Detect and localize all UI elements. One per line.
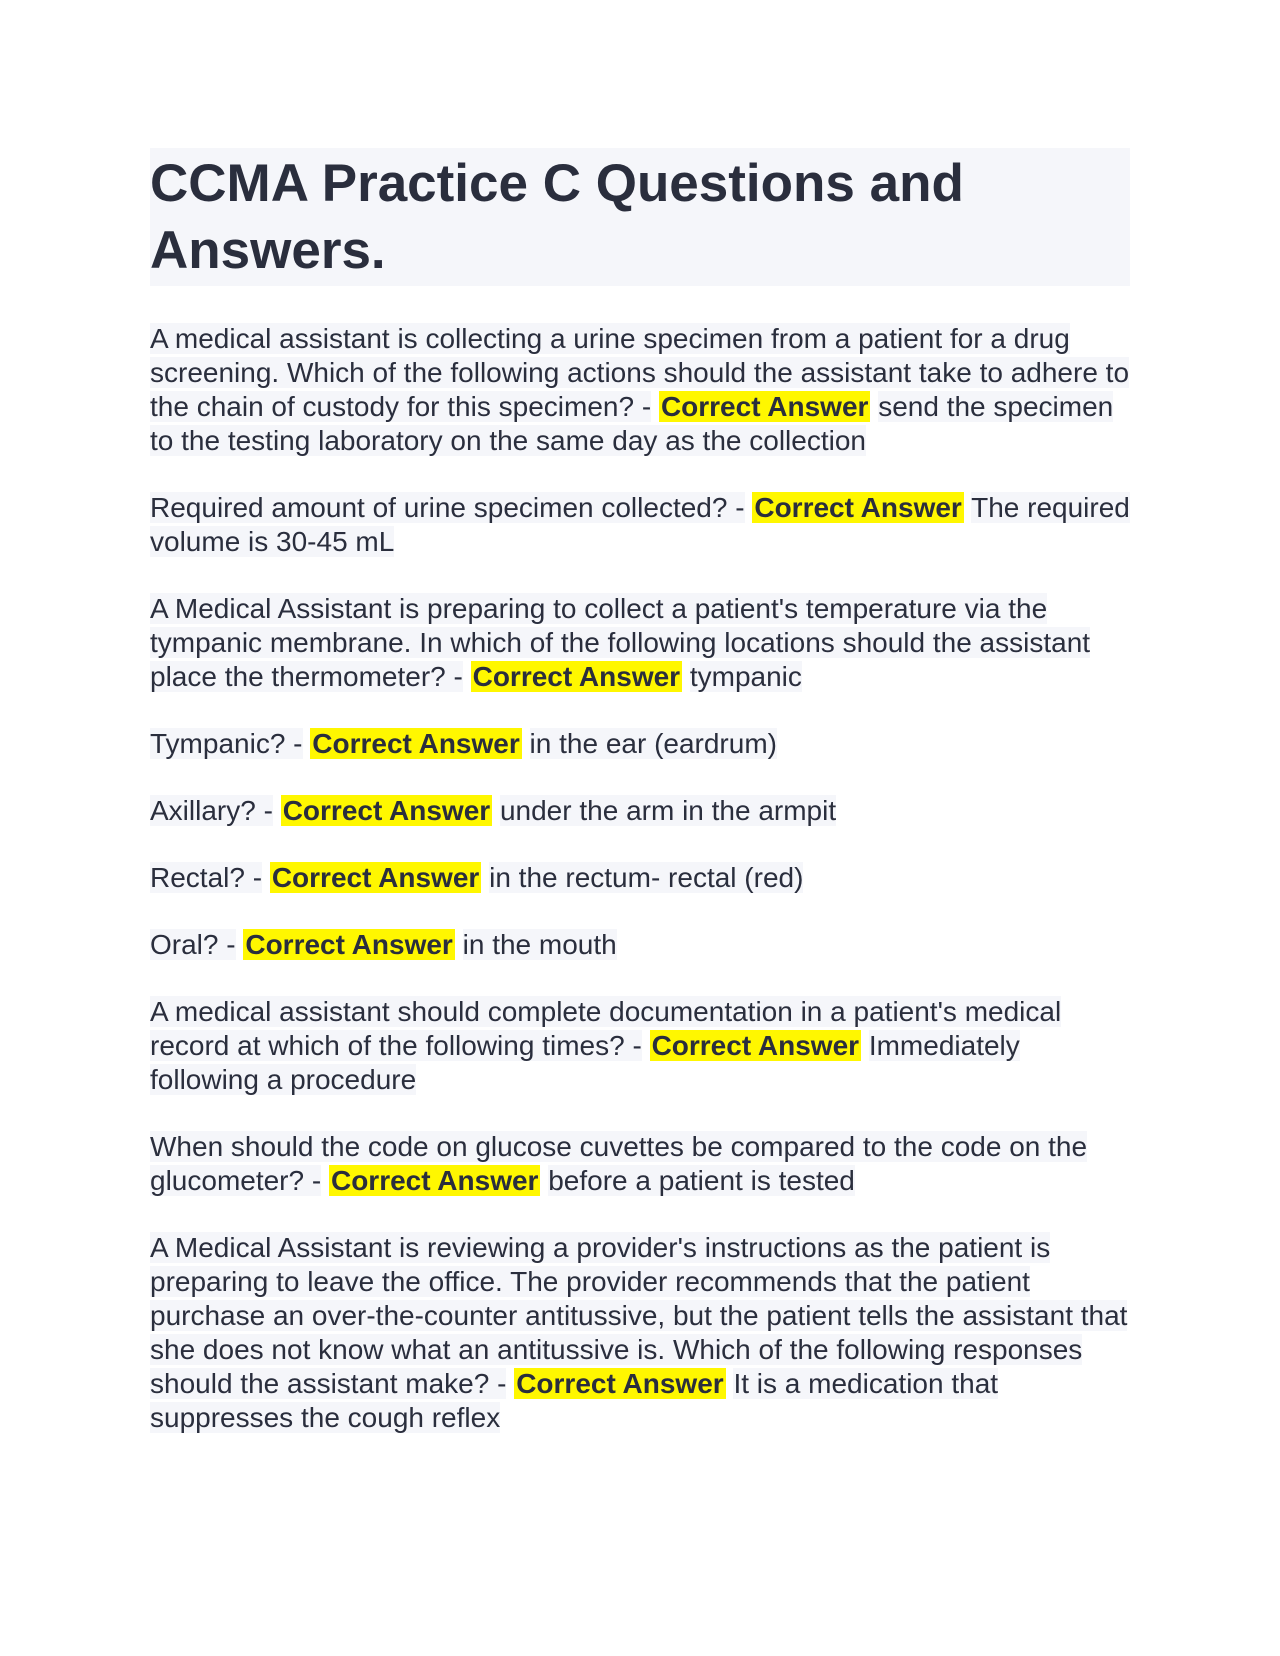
- answer-text: in the mouth: [462, 929, 617, 960]
- question-text: Required amount of urine specimen collected? -: [150, 492, 745, 523]
- answer-text: in the ear (eardrum): [529, 728, 777, 759]
- correct-answer-label: Correct Answer: [330, 1165, 539, 1196]
- document-page: [150, 148, 1130, 1468]
- title-block: [150, 148, 1130, 286]
- qa-list: [150, 322, 1130, 1435]
- qa-item: [150, 491, 1130, 559]
- question-text: Rectal? -: [150, 862, 263, 893]
- qa-item: [150, 861, 1130, 895]
- qa-item: [150, 1130, 1130, 1198]
- question-text: Tympanic? -: [150, 728, 303, 759]
- correct-answer-label: Correct Answer: [472, 661, 681, 692]
- qa-item: [150, 1231, 1130, 1435]
- qa-item: [150, 995, 1130, 1097]
- answer-text: send the specimen to the testing laboratory on the same day as the collection: [150, 391, 1114, 456]
- question-text: A Medical Assistant is preparing to collect a patient's temperature via the tympanic membrane. In which of the following locations should the assistant place the thermometer? -: [150, 593, 1091, 692]
- correct-answer-label: Correct Answer: [754, 492, 962, 523]
- answer-text: before a patient is tested: [548, 1165, 855, 1196]
- correct-answer-label: Correct Answer: [651, 1030, 860, 1061]
- question-text: When should the code on glucose cuvettes be compared to the code on the glucometer? -: [150, 1131, 1088, 1196]
- question-text: A medical assistant is collecting a urine specimen from a patient for a drug screening. Which of the following actions should the assistant take to adhere to the chain of custody for this specimen? -: [150, 323, 1130, 422]
- correct-answer-label: Correct Answer: [245, 929, 453, 960]
- qa-item: [150, 727, 1130, 761]
- qa-item: [150, 928, 1130, 962]
- question-text: A medical assistant should complete documentation in a patient's medical record at which of the following times? -: [150, 996, 1062, 1061]
- correct-answer-label: Correct Answer: [660, 391, 869, 422]
- question-text: Axillary? -: [150, 795, 273, 826]
- correct-answer-label: Correct Answer: [516, 1368, 724, 1399]
- correct-answer-label: Correct Answer: [312, 728, 520, 759]
- question-text: A Medical Assistant is reviewing a provider's instructions as the patient is preparing to leave the office. The provider recommends that the patient purchase an over-the-counter antitussive, but the patient tells the assistant that she does not know what an antitussive is. Which of the following responses should the assistant make? -: [150, 1232, 1128, 1399]
- qa-item: [150, 592, 1130, 694]
- correct-answer-label: Correct Answer: [271, 862, 480, 893]
- answer-text: in the rectum- rectal (red): [489, 862, 804, 893]
- answer-text: The required volume is 30-45 mL: [150, 492, 1130, 557]
- question-text: Oral? -: [150, 929, 236, 960]
- page-title: CCMA Practice C Questions and Answers.: [150, 154, 964, 280]
- correct-answer-label: Correct Answer: [282, 795, 491, 826]
- answer-text: Immediately following a procedure: [150, 1030, 1020, 1095]
- answer-text: tympanic: [689, 661, 802, 692]
- qa-item: [150, 794, 1130, 828]
- qa-item: [150, 322, 1130, 458]
- answer-text: under the arm in the armpit: [499, 795, 837, 826]
- answer-text: It is a medication that suppresses the cough reflex: [150, 1368, 999, 1433]
